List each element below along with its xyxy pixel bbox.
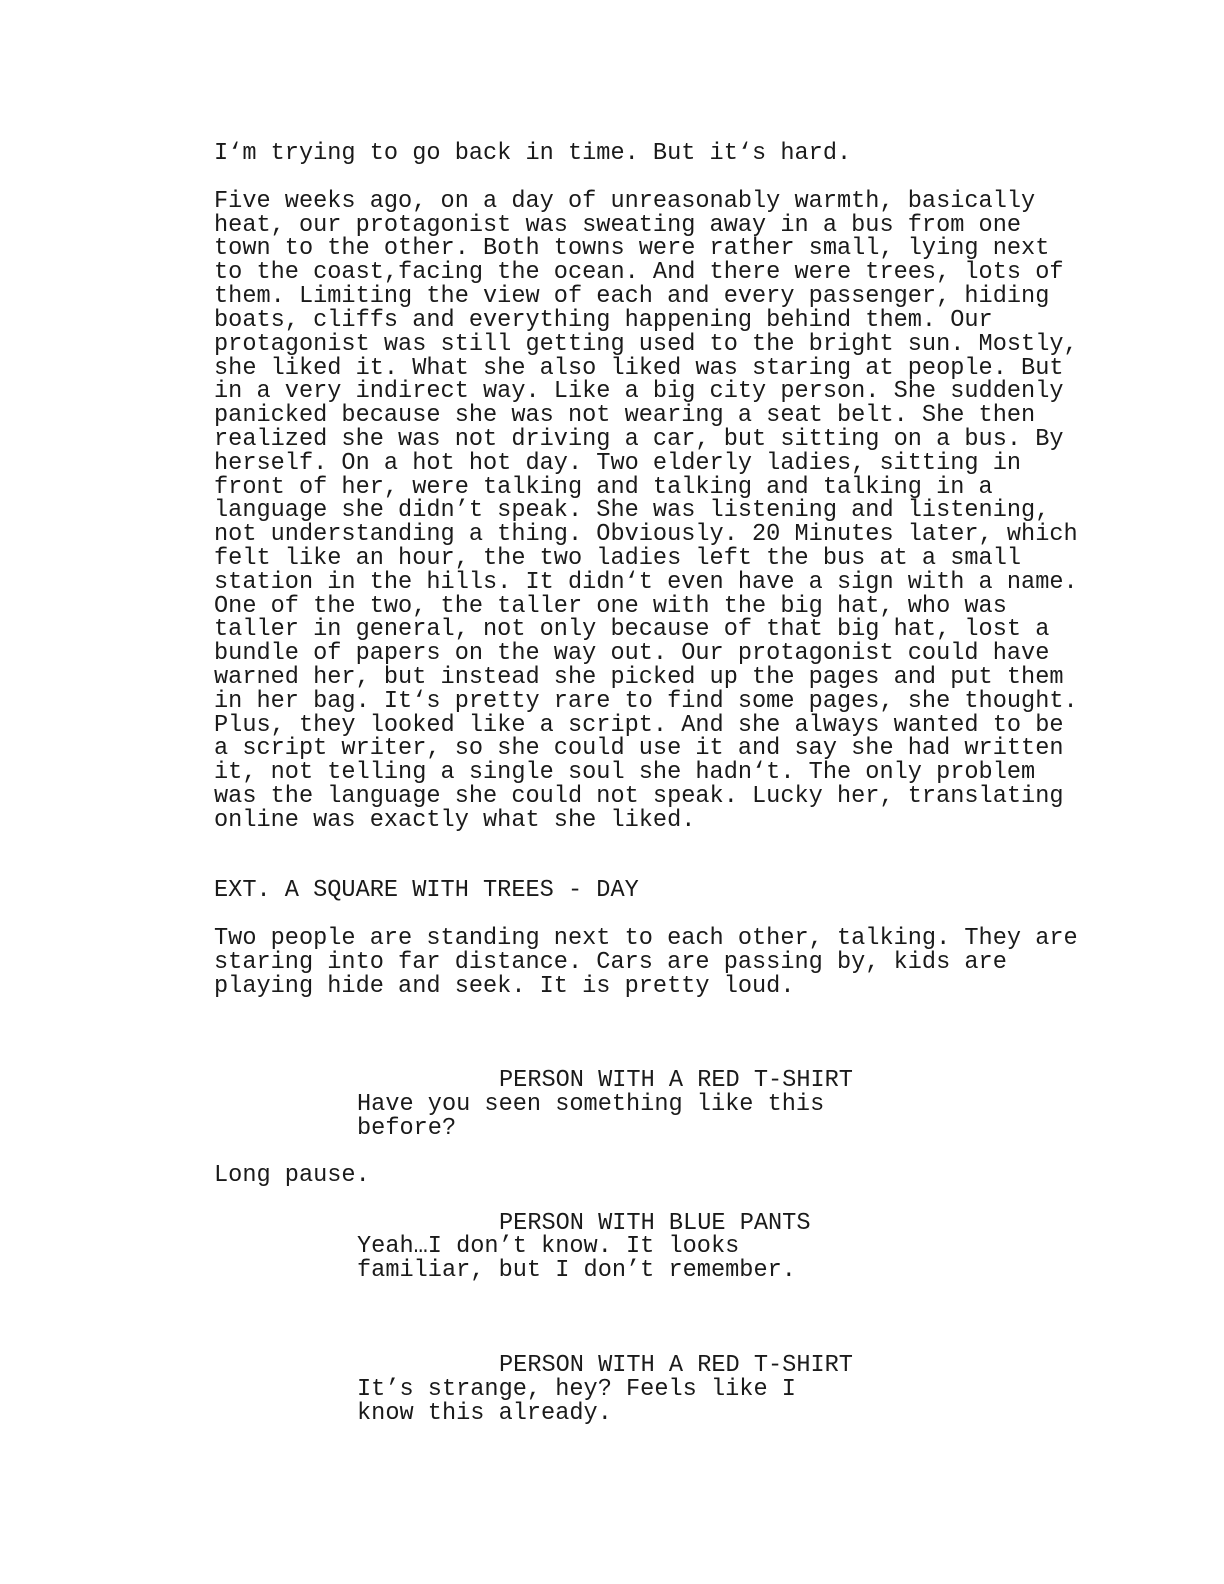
narrative-line: herself. On a hot hot day. Two elderly ladies, sitting in (214, 450, 1022, 477)
narrative-line: felt like an hour, the two ladies left the bus at a small (214, 545, 1022, 572)
narrative-line: language she didn’t speak. She was listening and listening, (214, 497, 1050, 524)
action-line: Two people are standing next to each other, talking. They are (214, 925, 1078, 952)
scene-heading: EXT. A SQUARE WITH TREES - DAY (214, 877, 639, 904)
narrative-line: online was exactly what she liked. (214, 807, 696, 834)
dialogue-line: Have you seen something like this (357, 1091, 825, 1118)
narrative-line: Plus, they looked like a script. And she always wanted to be (214, 712, 1064, 739)
narrative-line: Five weeks ago, on a day of unreasonably warmth, basically (214, 188, 1036, 215)
narrative-line: she liked it. What she also liked was staring at people. But (214, 355, 1064, 382)
narrative-line: to the coast,facing the ocean. And there were trees, lots of (214, 259, 1064, 286)
dialogue-line: It’s strange, hey? Feels like I (357, 1376, 796, 1403)
dialogue-line: Yeah…I don’t know. It looks (357, 1233, 740, 1260)
action-line: Long pause. (214, 1162, 370, 1189)
dialogue-line: before? (357, 1115, 457, 1142)
narrative-line: realized she was not driving a car, but sitting on a bus. By (214, 426, 1064, 453)
intro-line: I‘m trying to go back in time. But it‘s hard. (214, 140, 852, 167)
narrative-line: panicked because she was not wearing a seat belt. She then (214, 402, 1036, 429)
narrative-line: a script writer, so she could use it and say she had written (214, 735, 1064, 762)
action-line: playing hide and seek. It is pretty loud. (214, 973, 795, 1000)
narrative-line: not understanding a thing. Obviously. 20 Minutes later, which (214, 521, 1078, 548)
narrative-line: them. Limiting the view of each and every passenger, hiding (214, 283, 1050, 310)
character-name: PERSON WITH BLUE PANTS (499, 1210, 811, 1237)
narrative-line: protagonist was still getting used to the bright sun. Mostly, (214, 331, 1078, 358)
narrative-line: town to the other. Both towns were rather small, lying next (214, 235, 1050, 262)
narrative-line: it, not telling a single soul she hadn‘t. The only problem (214, 759, 1036, 786)
narrative-line: taller in general, not only because of that big hat, lost a (214, 616, 1050, 643)
dialogue-line: familiar, but I don’t remember. (357, 1257, 796, 1284)
character-name: PERSON WITH A RED T-SHIRT (499, 1067, 853, 1094)
action-line: staring into far distance. Cars are passing by, kids are (214, 949, 1007, 976)
narrative-line: boats, cliffs and everything happening behind them. Our (214, 307, 993, 334)
narrative-line: heat, our protagonist was sweating away in a bus from one (214, 212, 1022, 239)
narrative-line: warned her, but instead she picked up the pages and put them (214, 664, 1064, 691)
narrative-line: One of the two, the taller one with the big hat, who was (214, 593, 1007, 620)
dialogue-line: know this already. (357, 1400, 612, 1427)
narrative-line: bundle of papers on the way out. Our protagonist could have (214, 640, 1050, 667)
narrative-line: front of her, were talking and talking and talking in a (214, 474, 993, 501)
narrative-line: in a very indirect way. Like a big city person. She suddenly (214, 378, 1064, 405)
narrative-line: was the language she could not speak. Lucky her, translating (214, 783, 1064, 810)
narrative-line: in her bag. It‘s pretty rare to find some pages, she thought. (214, 688, 1078, 715)
narrative-line: station in the hills. It didn‘t even have a sign with a name. (214, 569, 1078, 596)
character-name: PERSON WITH A RED T-SHIRT (499, 1352, 853, 1379)
